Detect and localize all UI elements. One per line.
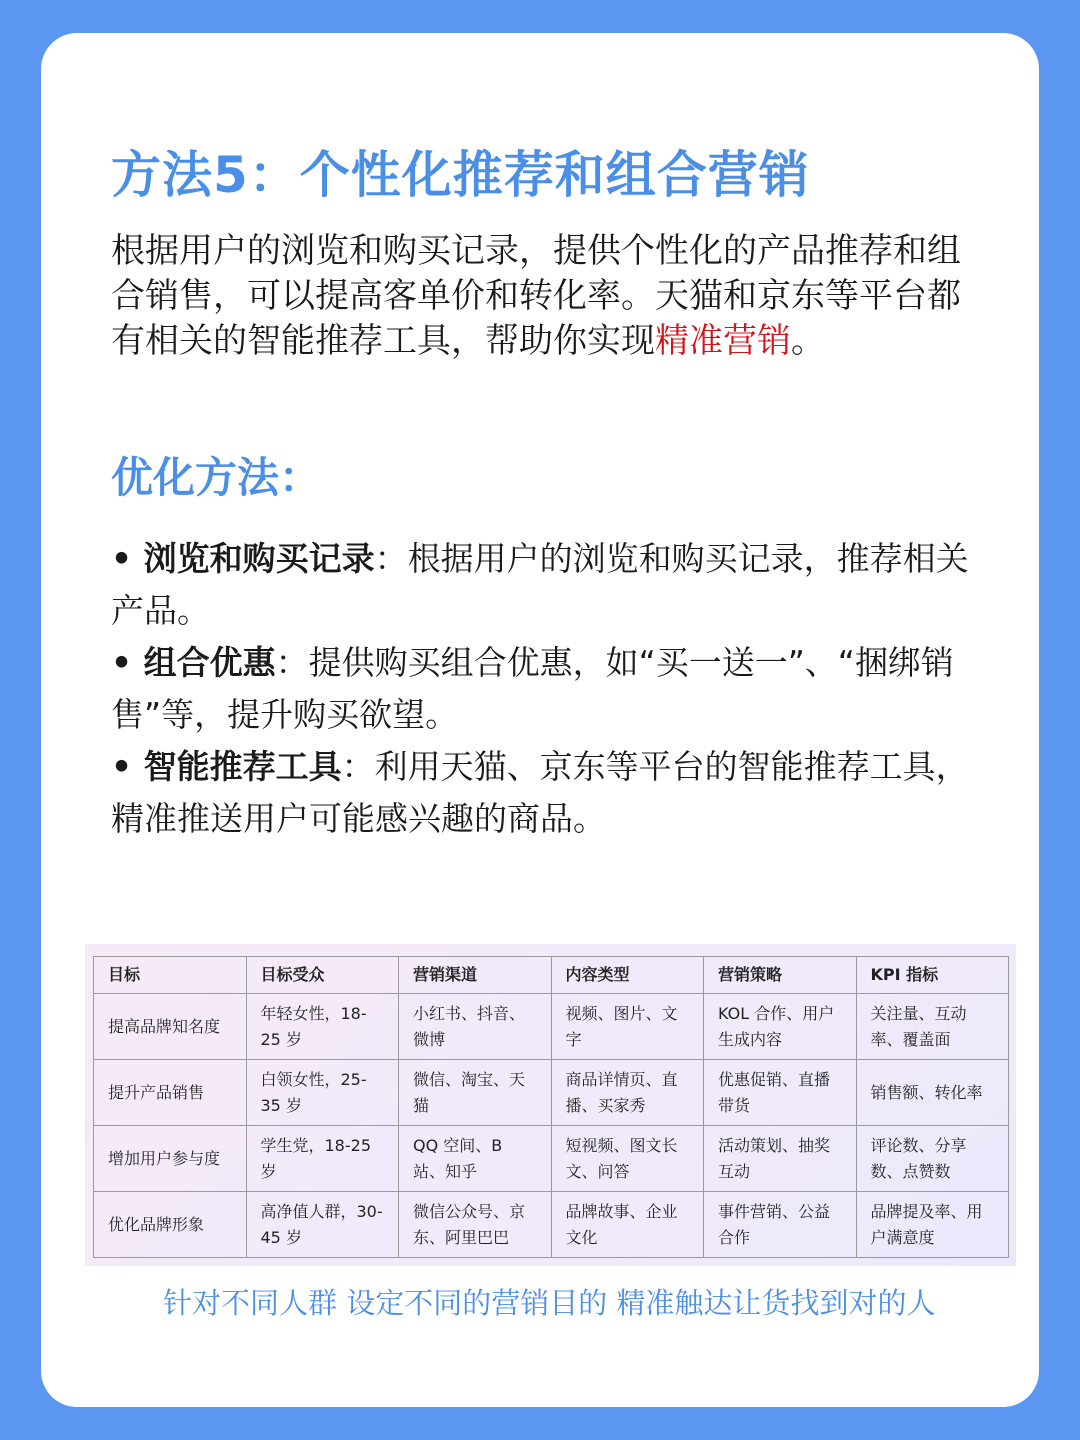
table-cell: 学生党，18-25 岁 [246,1126,399,1192]
table-cell: 白领女性，25-35 岁 [246,1060,399,1126]
method-item [111,741,981,845]
table-header-cell: 营销渠道 [399,957,552,994]
method-text: ：提供购买组合优惠，如“买一送一”、“捆绑销售”等，提升购买欲望。 [111,643,954,734]
method-bullet: • [111,539,144,578]
method-text: ：根据用户的浏览和购买记录，推荐相关产品。 [111,539,969,630]
table-row [94,1060,1009,1126]
table-cell: 短视频、图文长文、问答 [551,1126,704,1192]
table-header-cell: 目标受众 [246,957,399,994]
table-cell: 提升产品销售 [94,1060,247,1126]
table-header-cell: 内容类型 [551,957,704,994]
section-subtitle: 优化方法： [111,453,322,502]
table-cell: 商品详情页、直播、买家秀 [551,1060,704,1126]
table-header-cell: 营销策略 [704,957,857,994]
method-bullet: • [111,643,144,682]
intro-paragraph [111,229,971,364]
table-row [94,1192,1009,1258]
table-cell: QQ 空间、B 站、知乎 [399,1126,552,1192]
table-cell: 小红书、抖音、微博 [399,994,552,1060]
table-cell: 视频、图片、文字 [551,994,704,1060]
table-cell: 事件营销、公益合作 [704,1192,857,1258]
footer-tagline: 针对不同人群 设定不同的营销目的 精准触达让货找到对的人 [163,1286,936,1320]
table-cell: 评论数、分享数、点赞数 [856,1126,1009,1192]
method-title: 浏览和购买记录 [143,539,375,578]
table-cell: 优惠促销、直播带货 [704,1060,857,1126]
method-text: ：利用天猫、京东等平台的智能推荐工具，精准推送用户可能感兴趣的商品。 [111,747,969,838]
table-header-cell: 目标 [94,957,247,994]
table-row [94,994,1009,1060]
table-cell: 品牌提及率、用户满意度 [856,1192,1009,1258]
marketing-table-panel [85,944,1016,1266]
method-title: 智能推荐工具 [143,747,342,786]
table-cell: 销售额、转化率 [856,1060,1009,1126]
table-cell: 优化品牌形象 [94,1192,247,1258]
content-card [41,33,1039,1407]
table-cell: 品牌故事、企业文化 [551,1192,704,1258]
table-cell: 活动策划、抽奖互动 [704,1126,857,1192]
method-item [111,637,981,741]
intro-highlight: 精准营销 [655,321,791,361]
table-cell: 年轻女性，18-25 岁 [246,994,399,1060]
table-header-row [94,957,1009,994]
marketing-table [93,956,1009,1258]
table-cell: 增加用户参与度 [94,1126,247,1192]
table-row [94,1126,1009,1192]
table-cell: KOL 合作、用户生成内容 [704,994,857,1060]
method-title: 组合优惠 [143,643,276,682]
table-cell: 提高品牌知名度 [94,994,247,1060]
table-header-cell: KPI 指标 [856,957,1009,994]
page-title: 方法5：个性化推荐和组合营销 [111,146,810,204]
methods-list [111,533,981,845]
table-cell: 微信、淘宝、天猫 [399,1060,552,1126]
method-item [111,533,981,637]
intro-text: 根据用户的浏览和购买记录，提供个性化的产品推荐和组合销售，可以提高客单价和转化率。天猫和京东等平台都有相关的智能推荐工具，帮助你实现 [111,231,961,361]
method-bullet: • [111,747,144,786]
table-cell: 微信公众号、京东、阿里巴巴 [399,1192,552,1258]
table-cell: 高净值人群，30-45 岁 [246,1192,399,1258]
intro-text-end: 。 [791,321,825,361]
table-cell: 关注量、互动率、覆盖面 [856,994,1009,1060]
